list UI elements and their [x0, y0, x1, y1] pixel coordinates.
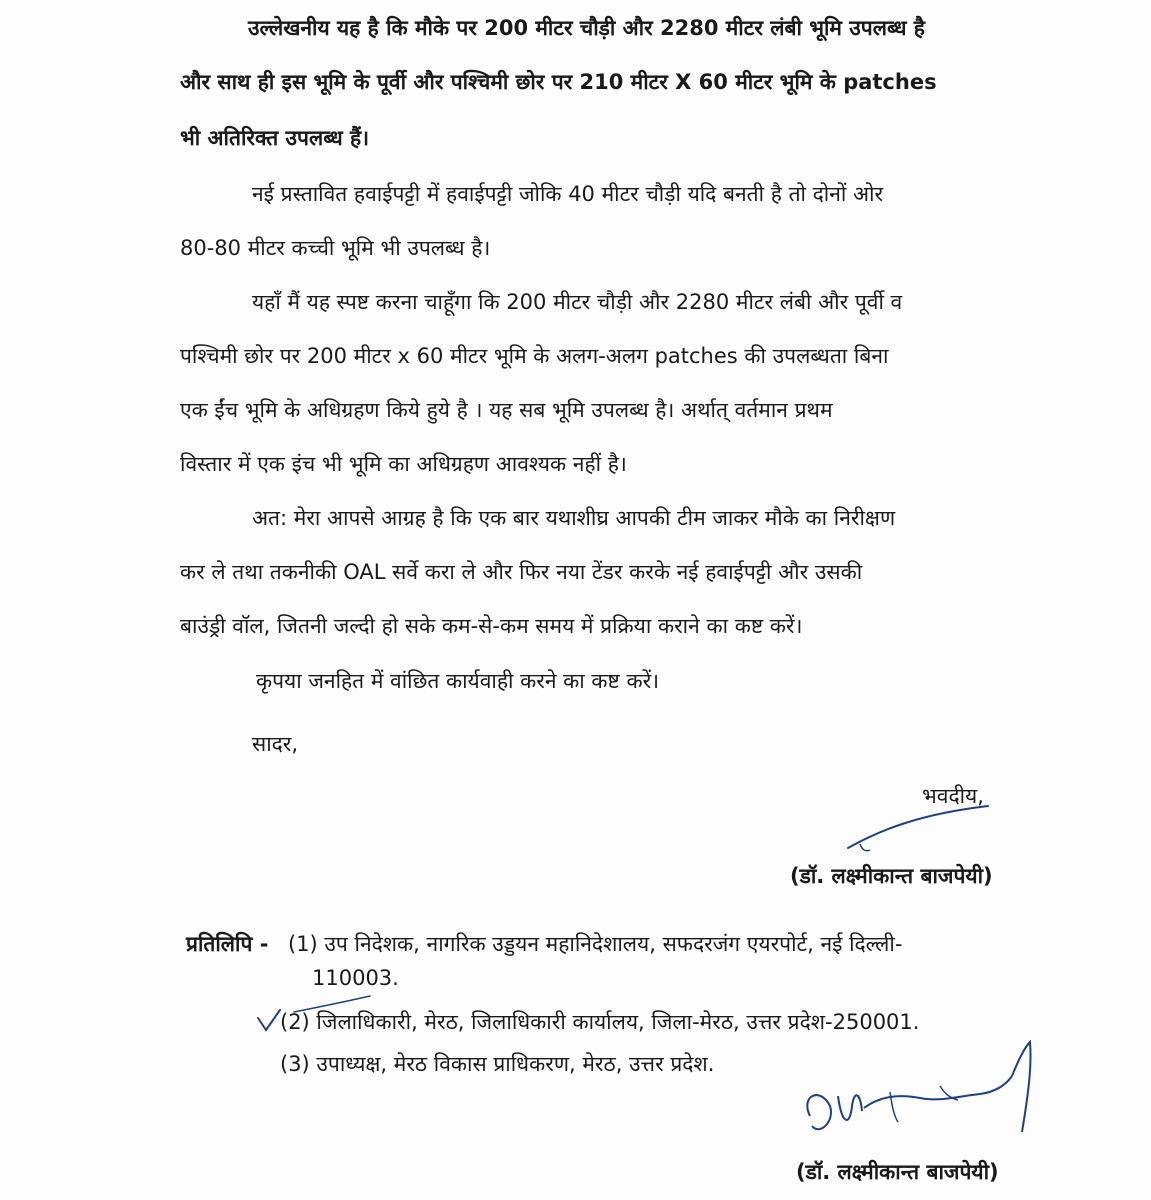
para4-line1: अत: मेरा आपसे आग्रह है कि एक बार यथाशीघ्र आपकी टीम जाकर मौके का निरीक्षण	[252, 506, 896, 530]
copy-item1-line1: (1) उप निदेशक, नागरिक उड्डयन महानिदेशालय, सफदरजंग एयरपोर्ट, नई दिल्ली-	[288, 932, 903, 956]
para4-line3: बाउंड्री वॉल, जितनी जल्दी हो सके कम-से-कम समय में प्रक्रिया कराने का कष्ट करें।	[180, 614, 803, 638]
signatory-name: (डॉ. लक्ष्मीकान्त बाजपेयी)	[790, 864, 993, 888]
signatory-name-bottom: (डॉ. लक्ष्मीकान्त बाजपेयी)	[796, 1160, 999, 1184]
closing: भवदीय,	[922, 784, 984, 808]
salutation: सादर,	[252, 732, 299, 756]
para2-line1: नई प्रस्तावित हवाईपट्टी में हवाईपट्टी जोकि 40 मीटर चौड़ी यदि बनती है तो दोनों ओर	[252, 182, 884, 206]
handwritten-signature	[790, 1036, 1050, 1146]
para1-line1: उल्लेखनीय यह है कि मौके पर 200 मीटर चौड़ी और 2280 मीटर लंबी भूमि उपलब्ध है	[248, 16, 925, 40]
copy-label: प्रतिलिपि -	[186, 932, 269, 956]
para3-line4: विस्तार में एक इंच भी भूमि का अधिग्रहण आवश्यक नहीं है।	[180, 452, 627, 476]
para2-line2: 80-80 मीटर कच्ची भूमि भी उपलब्ध है।	[180, 236, 491, 260]
para3-line3: एक ईंच भूमि के अधिग्रहण किये हुये है । यह सब भूमि उपलब्ध है। अर्थात् वर्तमान प्रथम	[180, 398, 833, 422]
para5: कृपया जनहित में वांछित कार्यवाही करने का कष्ट करें।	[256, 669, 660, 693]
para3-line1: यहाँ मैं यह स्पष्ट करना चाहूँगा कि 200 मीटर चौड़ी और 2280 मीटर लंबी और पूर्वी व	[252, 290, 903, 314]
copy-item1-line2: 110003.	[312, 966, 399, 990]
para4-line2: कर ले तथा तकनीकी OAL सर्वे करा ले और फिर नया टेंडर करके नई हवाईपट्टी और उसकी	[180, 560, 863, 584]
para1-line2: और साथ ही इस भूमि के पूर्वी और पश्चिमी छोर पर 210 मीटर X 60 मीटर भूमि के patches	[180, 70, 937, 94]
copy-item3: (3) उपाध्यक्ष, मेरठ विकास प्राधिकरण, मेरठ, उत्तर प्रदेश.	[280, 1052, 715, 1076]
para3-line2: पश्चिमी छोर पर 200 मीटर x 60 मीटर भूमि के अलग-अलग patches की उपलब्धता बिना	[180, 344, 889, 368]
para1-line3: भी अतिरिक्त उपलब्ध हैं।	[180, 126, 370, 150]
copy-item2: (2) जिलाधिकारी, मेरठ, जिलाधिकारी कार्यालय, जिला-मेरठ, उत्तर प्रदेश-250001.	[280, 1010, 920, 1034]
